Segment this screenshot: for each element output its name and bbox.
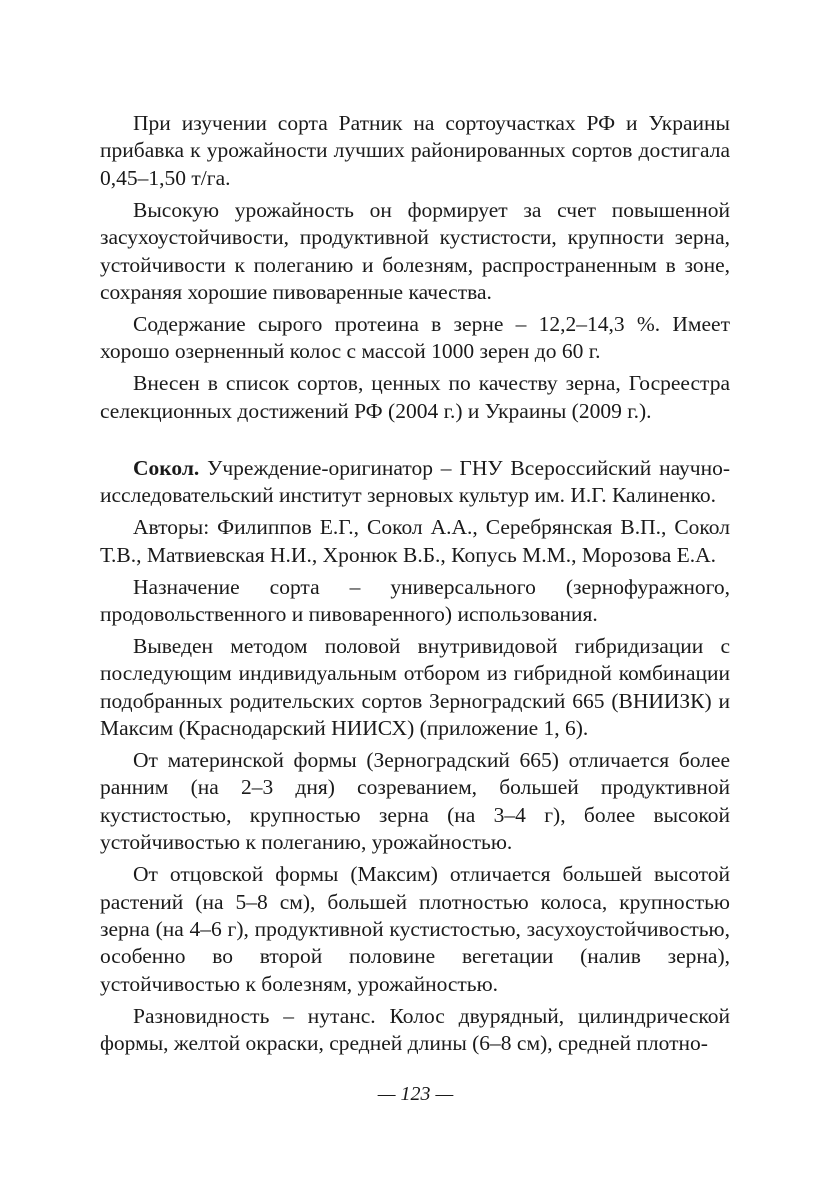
paragraph-authors: Авторы: Филиппов Е.Г., Сокол А.А., Серебрянская В.П., Сокол Т.В., Матвиевская Н.И., Хронюк В.Б., Копусь М.М., Морозова Е.А.	[100, 515, 730, 567]
paragraph-yield-increase: При изучении сорта Ратник на сортоучастках РФ и Украины прибавка к урожайности лучших районированных сортов достигала 0,45–1,50 т/га.	[100, 111, 730, 190]
paragraph-registry: Внесен в список сортов, ценных по качеству зерна, Госреестра селекционных достижений РФ (2004 г.) и Украины (2009 г.).	[100, 371, 730, 423]
paragraph-purpose: Назначение сорта – универсального (зернофуражного, продовольственного и пивоваренного) использования.	[100, 574, 730, 626]
paragraph-breeding-method: Выведен методом половой внутривидовой гибридизации с последующим индивидуальным отбором из гибридной комбинации подобранных родительских сортов Зерноградский 665 (ВНИИЗК) и Максим (Краснодарский НИИСХ) (приложение 1, 6).	[100, 633, 730, 741]
paragraph-high-yield: Высокую урожайность он формирует за счет повышенной засухоустойчивости, продуктивной кустистости, крупности зерна, устойчивости к полеганию и болезням, распространенным в зоне, сохраняя хорошие пивоваренные качества.	[100, 197, 730, 304]
page-number: — 123 —	[377, 1083, 454, 1105]
variety-name: Сокол.	[133, 455, 200, 480]
paragraph-paternal-form: От отцовской формы (Максим) отличается большей высотой растений (на 5–8 см), большей плотностью колоса, крупностью зерна (на 4–6 г), продуктивной кустистостью, засухоустойчивостью, особенно во второй половине вегетации (налив зерна), устойчивостью к болезням, урожайностью.	[100, 862, 730, 996]
paragraph-maternal-form: От материнской формы (Зерноградский 665) отличается более ранним (на 2–3 дня) созреванием, большей продуктивной кустистостью, крупностью зерна (на 3–4 г), более высокой устойчивостью к полеганию, урожайностью.	[100, 748, 730, 855]
document-body	[100, 110, 730, 1062]
paragraph-protein: Содержание сырого протеина в зерне – 12,2–14,3 %. Имеет хорошо озерненный колос с массой 1000 зерен до 60 г.	[100, 311, 730, 364]
variety-originator: Учреждение-оригинатор – ГНУ Всероссийский научно-исследовательский институт зерновых культур им. И.Г. Калиненко.	[100, 455, 731, 508]
paragraph-variety-description: Разновидность – нутанс. Колос двурядный, цилиндрической формы, желтой окраски, средней длины (6–8 см), средней плотно-	[100, 1003, 730, 1056]
variety-heading-paragraph	[100, 455, 730, 510]
